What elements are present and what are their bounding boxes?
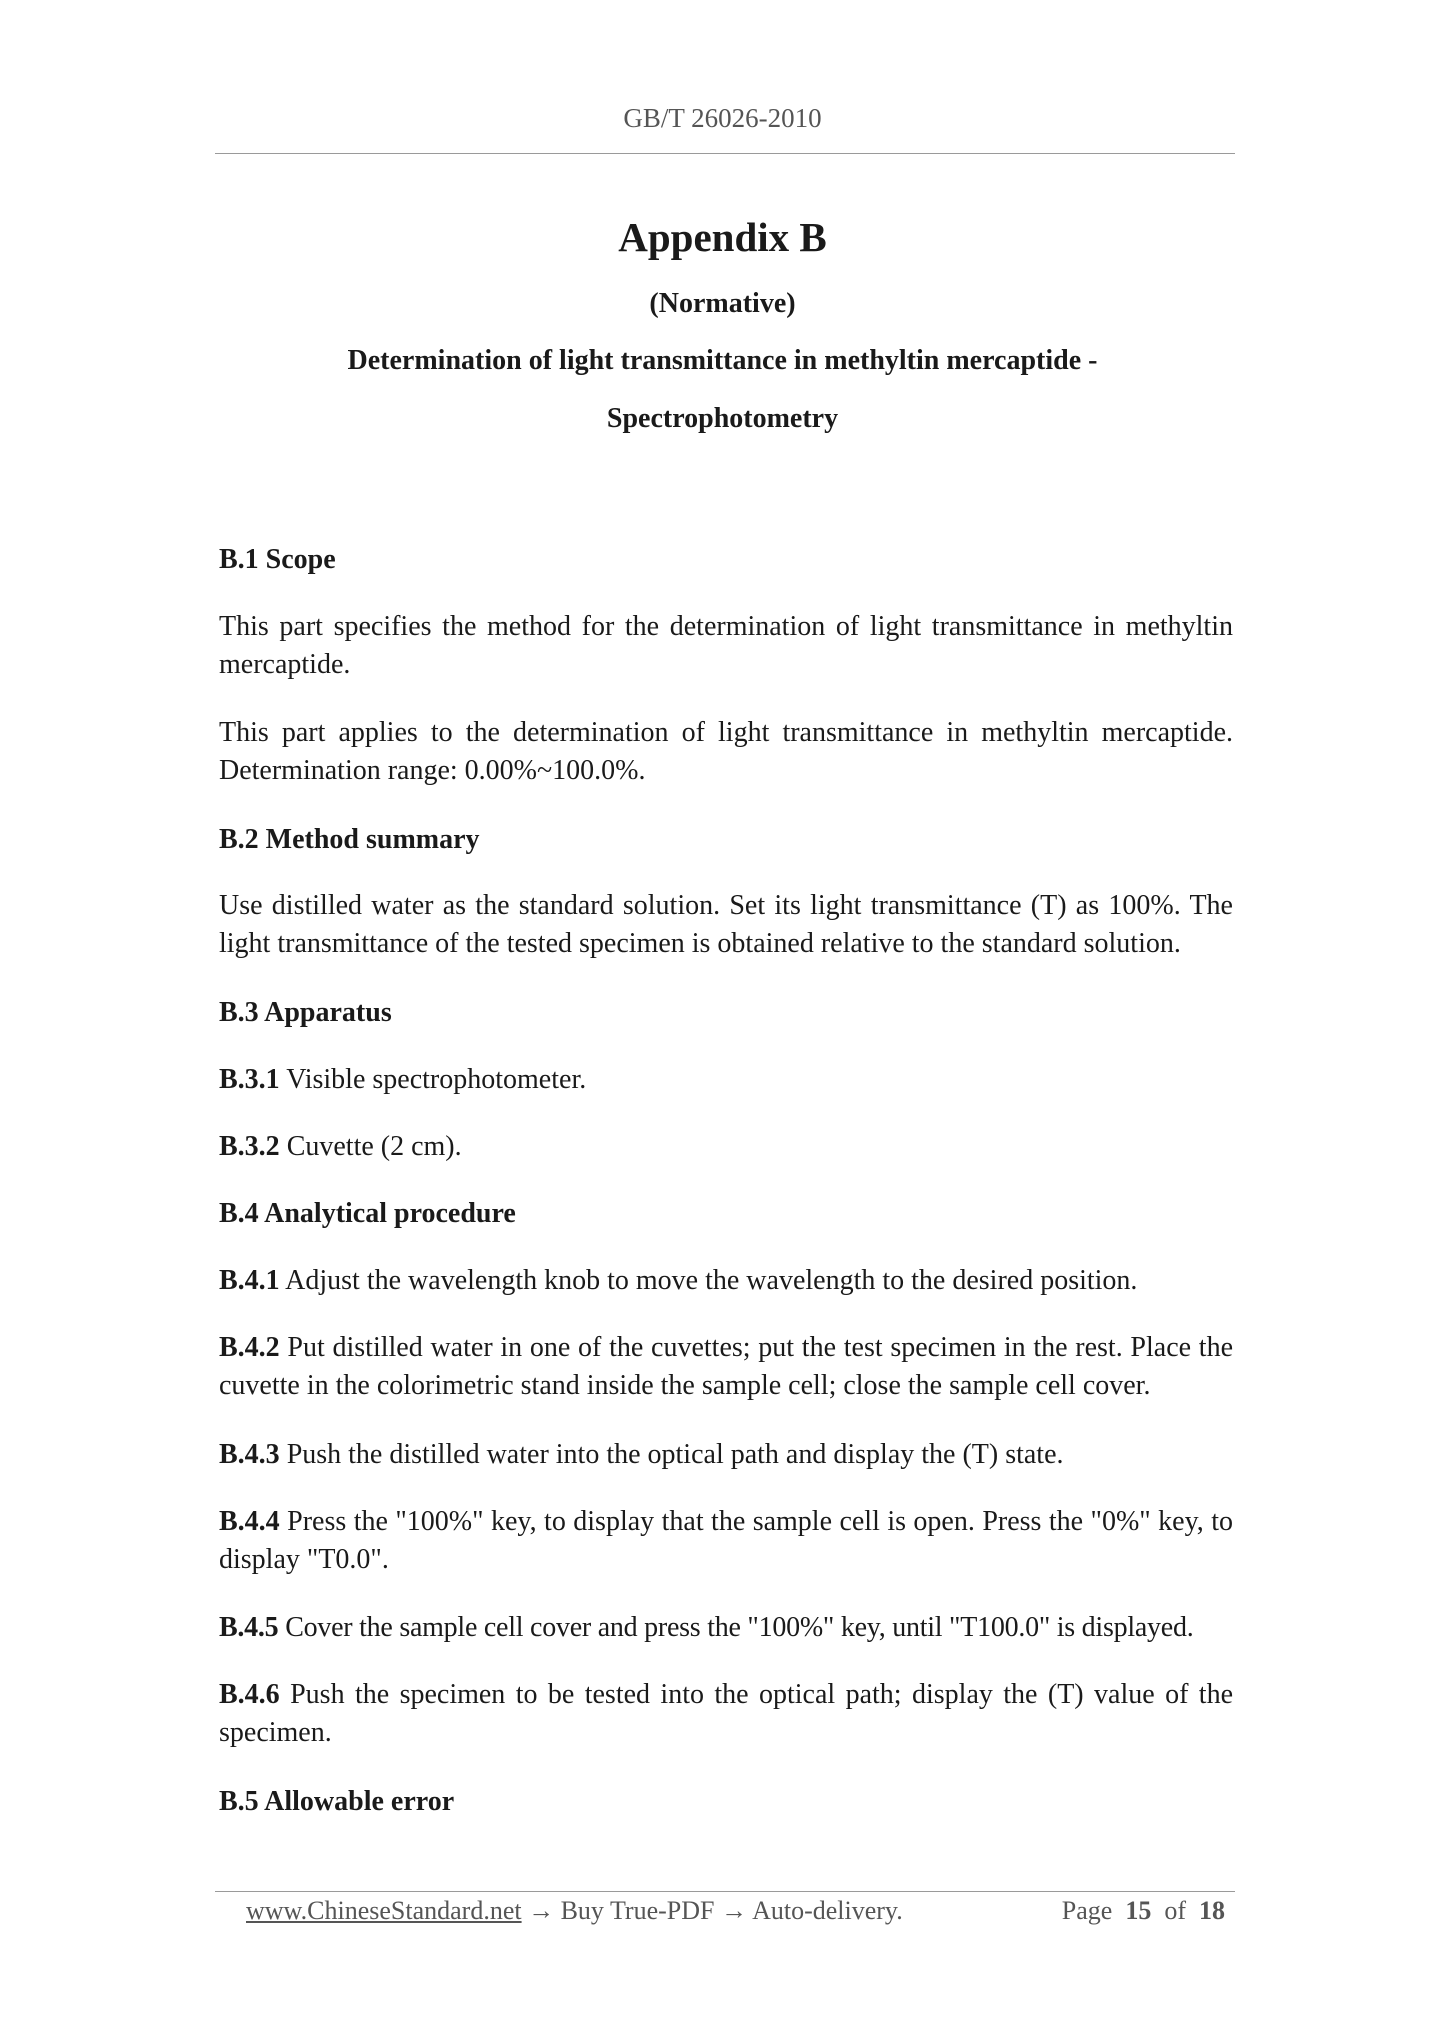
section-b3-heading: B.3 Apparatus xyxy=(219,997,392,1028)
section-b4-heading: B.4 Analytical procedure xyxy=(219,1198,516,1229)
clause-number: B.4.4 xyxy=(219,1506,280,1537)
appendix-subtitle-line1: Determination of light transmittance in methyltin mercaptide - xyxy=(347,345,1098,376)
appendix-title: Appendix B xyxy=(618,214,827,260)
arrow-right-icon: → xyxy=(721,1896,747,1925)
clause-text: Visible spectrophotometer. xyxy=(286,1064,587,1095)
clause-b44 xyxy=(219,1503,1233,1579)
clause-text: Adjust the wavelength knob to move the wavelength to the desired position. xyxy=(285,1265,1138,1296)
document-code-header: GB/T 26026-2010 xyxy=(623,103,822,133)
section-b1-heading: B.1 Scope xyxy=(219,544,336,575)
auto-delivery-text: Auto-delivery. xyxy=(752,1896,903,1925)
clause-number: B.4.1 xyxy=(219,1265,280,1296)
clause-number: B.4.6 xyxy=(219,1679,280,1710)
clause-number: B.4.3 xyxy=(219,1439,280,1470)
page-indicator xyxy=(1062,1896,1225,1926)
clause-b41 xyxy=(219,1262,1233,1300)
clause-b45 xyxy=(219,1609,1249,1647)
clause-text: Cuvette (2 cm). xyxy=(286,1131,462,1162)
clause-text: Press the "100%" key, to display that the sample cell is open. Press the "0%" key, to display "T0.0". xyxy=(219,1506,1233,1575)
section-b5-heading: B.5 Allowable error xyxy=(219,1786,455,1817)
normative-label: (Normative) xyxy=(649,288,796,319)
section-b2-paragraph: Use distilled water as the standard solution. Set its light transmittance (T) as 100%. The light transmittance of the tested specimen is obtained relative to the standard solution. xyxy=(219,890,1233,959)
clause-b42 xyxy=(219,1329,1233,1405)
clause-number: B.4.5 xyxy=(219,1612,279,1643)
section-b1-paragraph-2: This part applies to the determination of light transmittance in methyltin mercaptide. Determination range: 0.00%~100.0%. xyxy=(219,717,1233,786)
clause-text: Put distilled water in one of the cuvettes; put the test specimen in the rest. Place the cuvette in the colorimetric stand inside the sample cell; close the sample cell cover. xyxy=(219,1332,1233,1401)
chinese-standard-link[interactable]: www.ChineseStandard.net xyxy=(246,1896,522,1925)
page-total: 18 xyxy=(1199,1896,1225,1925)
header-divider xyxy=(215,153,1235,154)
clause-text: Cover the sample cell cover and press the "100%" key, until "T100.0" is displayed. xyxy=(285,1612,1194,1643)
clause-number: B.3.2 xyxy=(219,1131,280,1162)
clause-text: Push the specimen to be tested into the optical path; display the (T) value of the specimen. xyxy=(219,1679,1233,1748)
appendix-subtitle-line2: Spectrophotometry xyxy=(606,403,839,434)
section-b2-heading: B.2 Method summary xyxy=(219,824,480,855)
page-label: Page xyxy=(1061,1896,1113,1925)
page-number: 15 xyxy=(1125,1896,1152,1925)
footer-promo xyxy=(246,1896,903,1926)
buy-true-pdf-text: Buy True-PDF xyxy=(560,1896,715,1925)
clause-b43 xyxy=(219,1436,1233,1474)
clause-b31 xyxy=(219,1061,1233,1099)
clause-number: B.3.1 xyxy=(219,1064,280,1095)
clause-b46 xyxy=(219,1676,1233,1752)
page-of-label: of xyxy=(1164,1896,1186,1925)
clause-b32 xyxy=(219,1128,1233,1166)
clause-text: Push the distilled water into the optical path and display the (T) state. xyxy=(286,1439,1064,1470)
section-b1-paragraph-1: This part specifies the method for the determination of light transmittance in methyltin mercaptide. xyxy=(219,611,1233,680)
arrow-right-icon: → xyxy=(528,1896,555,1925)
clause-number: B.4.2 xyxy=(219,1332,280,1363)
footer-divider xyxy=(215,1891,1235,1892)
